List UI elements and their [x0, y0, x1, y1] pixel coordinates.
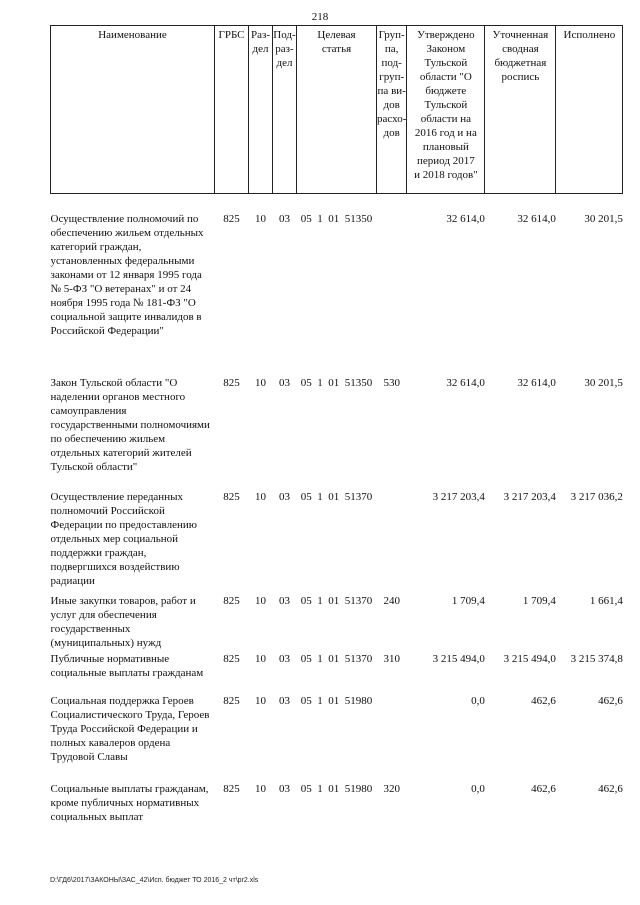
row-target-article: 05 1 01 51370	[300, 653, 373, 665]
row-podrazdel: 03	[279, 491, 290, 503]
row-executed: 1 661,4	[589, 595, 623, 607]
row-name: Закон Тульской области "О наделении органов местного самоуправления государственными полномочиями по обеспечению жильем отдельных категорий жителей Тульской области"	[50, 377, 210, 473]
row-name: Социальная поддержка Героев Социалистического Труда, Героев Труда Российской Федерации и полных кавалеров ордена Трудовой Славы	[50, 695, 210, 763]
row-expense-type: 320	[383, 783, 400, 795]
row-specified: 462,6	[531, 695, 556, 707]
row-razdel: 10	[255, 695, 266, 707]
row-specified: 32 614,0	[517, 213, 556, 225]
row-grbs: 825	[223, 695, 240, 707]
row-grbs: 825	[223, 595, 240, 607]
row-razdel: 10	[255, 491, 266, 503]
row-grbs: 825	[223, 783, 240, 795]
table-row	[51, 692, 623, 780]
row-approved: 3 217 203,4	[432, 491, 485, 503]
row-razdel: 10	[255, 213, 266, 225]
row-expense-type: 530	[383, 377, 400, 389]
row-expense-type	[377, 488, 407, 592]
header-grbs: ГРБС	[215, 26, 249, 194]
row-name: Публичные нормативные социальные выплаты гражданам	[50, 653, 204, 679]
row-podrazdel: 03	[279, 653, 290, 665]
file-path-footer: D:\ГД6\2017\ЗАКОНЫ\ЗАС_42\Исп. бюджет ТО 2016_2 чт\pr2.xls	[50, 877, 259, 884]
row-approved: 3 215 494,0	[432, 653, 485, 665]
table-header-row	[51, 26, 623, 194]
row-specified: 462,6	[531, 783, 556, 795]
row-podrazdel: 03	[279, 377, 290, 389]
row-expense-type: 310	[383, 653, 400, 665]
header-podrazdel: Под- раз- дел	[273, 26, 297, 194]
table-row	[51, 592, 623, 650]
row-target-article: 05 1 01 51980	[300, 695, 373, 707]
row-name: Социальные выплаты гражданам, кроме публичных нормативных социальных выплат	[50, 783, 209, 823]
budget-table	[50, 25, 623, 850]
row-approved: 0,0	[471, 783, 485, 795]
header-razdel: Раз- дел	[249, 26, 273, 194]
row-executed: 30 201,5	[584, 377, 623, 389]
row-expense-type	[377, 692, 407, 780]
header-executed: Исполнено	[556, 26, 623, 194]
row-executed: 3 215 374,8	[570, 653, 623, 665]
table-row	[51, 210, 623, 374]
table-row	[51, 780, 623, 850]
table-row	[51, 374, 623, 488]
row-name: Иные закупки товаров, работ и услуг для обеспечения государственных (муниципальных) нужд	[50, 595, 196, 649]
row-podrazdel: 03	[279, 783, 290, 795]
row-specified: 32 614,0	[517, 377, 556, 389]
row-approved: 32 614,0	[446, 377, 485, 389]
table-row	[51, 488, 623, 592]
row-specified: 3 215 494,0	[503, 653, 556, 665]
row-razdel: 10	[255, 595, 266, 607]
row-podrazdel: 03	[279, 213, 290, 225]
row-podrazdel: 03	[279, 695, 290, 707]
row-razdel: 10	[255, 653, 266, 665]
row-approved: 0,0	[471, 695, 485, 707]
row-approved: 1 709,4	[451, 595, 485, 607]
row-target-article: 05 1 01 51350	[300, 377, 373, 389]
row-target-article: 05 1 01 51350	[300, 213, 373, 225]
page-number: 218	[311, 11, 329, 23]
row-razdel: 10	[255, 783, 266, 795]
table-row	[51, 650, 623, 692]
header-name: Наименование	[51, 26, 215, 194]
row-grbs: 825	[223, 213, 240, 225]
row-executed: 462,6	[598, 783, 623, 795]
row-grbs: 825	[223, 491, 240, 503]
row-target-article: 05 1 01 51980	[300, 783, 373, 795]
header-target-article: Целевая статья	[297, 26, 377, 194]
row-specified: 3 217 203,4	[503, 491, 556, 503]
row-target-article: 05 1 01 51370	[300, 595, 373, 607]
row-grbs: 825	[223, 653, 240, 665]
row-executed: 30 201,5	[584, 213, 623, 225]
header-specified: Уточненная сводная бюджетная роспись	[485, 26, 556, 194]
row-executed: 3 217 036,2	[570, 491, 623, 503]
row-approved: 32 614,0	[446, 213, 485, 225]
row-podrazdel: 03	[279, 595, 290, 607]
row-target-article: 05 1 01 51370	[300, 491, 373, 503]
row-expense-type	[377, 210, 407, 374]
header-expense-type: Груп- па, под- груп- па ви- дов расхо- дов	[377, 26, 407, 194]
row-razdel: 10	[255, 377, 266, 389]
row-name: Осуществление переданных полномочий Российской Федерации по предоставлению отдельных мер социальной поддержки граждан, подвергшихся воздействию радиации	[50, 491, 197, 587]
row-expense-type: 240	[383, 595, 400, 607]
row-specified: 1 709,4	[522, 595, 556, 607]
row-name: Осуществление полномочий по обеспечению жильем отдельных категорий граждан, установленных федеральными законами от 12 января 1995 года № 5-ФЗ "О ветеранах" и от 24 ноября 1995 года № 181-ФЗ "О социальной защите инвалидов в Российской Федерации"	[50, 213, 204, 337]
row-grbs: 825	[223, 377, 240, 389]
header-approved: Утверждено Законом Тульской области "О бюджете Тульской области на 2016 год и на плановый период 2017 и 2018 годов"	[407, 26, 485, 194]
row-executed: 462,6	[598, 695, 623, 707]
